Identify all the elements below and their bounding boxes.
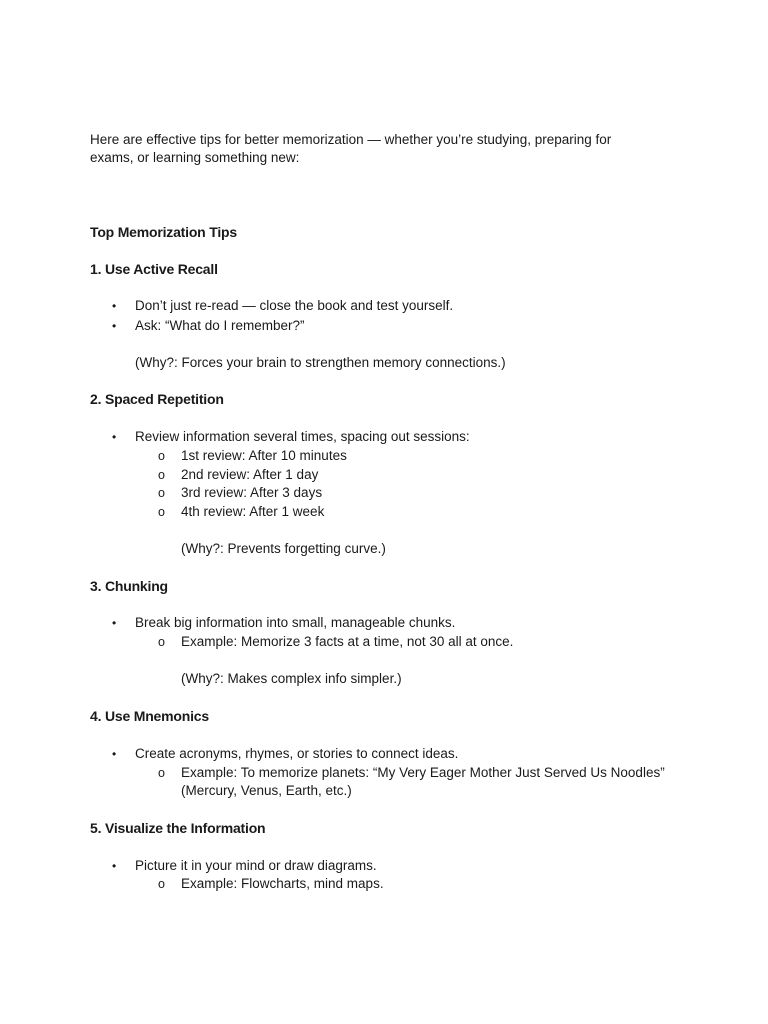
- bullet-icon: •: [112, 747, 117, 761]
- sub-list-item: 4th review: After 1 week: [181, 504, 325, 519]
- why-note: (Why?: Forces your brain to strengthen memory connections.): [135, 355, 506, 370]
- section-heading-visualize: 5. Visualize the Information: [90, 820, 266, 836]
- bullet-icon: •: [112, 859, 117, 873]
- bullet-icon: •: [112, 430, 117, 444]
- section-heading-active-recall: 1. Use Active Recall: [90, 261, 218, 277]
- why-note: (Why?: Prevents forgetting curve.): [181, 541, 386, 556]
- section-heading-chunking: 3. Chunking: [90, 578, 168, 594]
- section-heading-mnemonics: 4. Use Mnemonics: [90, 708, 209, 724]
- bullet-icon: •: [112, 299, 117, 313]
- sub-list-item: 2nd review: After 1 day: [181, 467, 319, 482]
- list-item: Don’t just re-read — close the book and test yourself.: [135, 298, 454, 313]
- sub-list-item-continuation: (Mercury, Venus, Earth, etc.): [181, 783, 352, 798]
- sub-list-item: Example: Memorize 3 facts at a time, not 30 all at once.: [181, 634, 514, 649]
- section-heading-spaced-repetition: 2. Spaced Repetition: [90, 391, 224, 407]
- bullet-icon: •: [112, 319, 117, 333]
- sub-list-item: Example: To memorize planets: “My Very Eager Mother Just Served Us Noodles”: [181, 765, 665, 780]
- sub-bullet-icon: o: [158, 635, 165, 649]
- sub-bullet-icon: o: [158, 766, 165, 780]
- sub-list-item: 1st review: After 10 minutes: [181, 448, 347, 463]
- intro-line-1: Here are effective tips for better memorization — whether you’re studying, preparing for: [90, 132, 612, 147]
- document-title: Top Memorization Tips: [90, 224, 237, 240]
- sub-bullet-icon: o: [158, 449, 165, 463]
- list-item: Break big information into small, manageable chunks.: [135, 615, 456, 630]
- intro-line-2: exams, or learning something new:: [90, 150, 300, 165]
- sub-bullet-icon: o: [158, 486, 165, 500]
- sub-list-item: 3rd review: After 3 days: [181, 485, 323, 500]
- sub-list-item: Example: Flowcharts, mind maps.: [181, 876, 384, 891]
- list-item: Create acronyms, rhymes, or stories to connect ideas.: [135, 746, 459, 761]
- sub-bullet-icon: o: [158, 877, 165, 891]
- why-note: (Why?: Makes complex info simpler.): [181, 671, 402, 686]
- list-item: Review information several times, spacing out sessions:: [135, 429, 470, 444]
- list-item: Ask: “What do I remember?”: [135, 318, 305, 333]
- bullet-icon: •: [112, 616, 117, 630]
- sub-bullet-icon: o: [158, 468, 165, 482]
- sub-bullet-icon: o: [158, 505, 165, 519]
- list-item: Picture it in your mind or draw diagrams.: [135, 858, 377, 873]
